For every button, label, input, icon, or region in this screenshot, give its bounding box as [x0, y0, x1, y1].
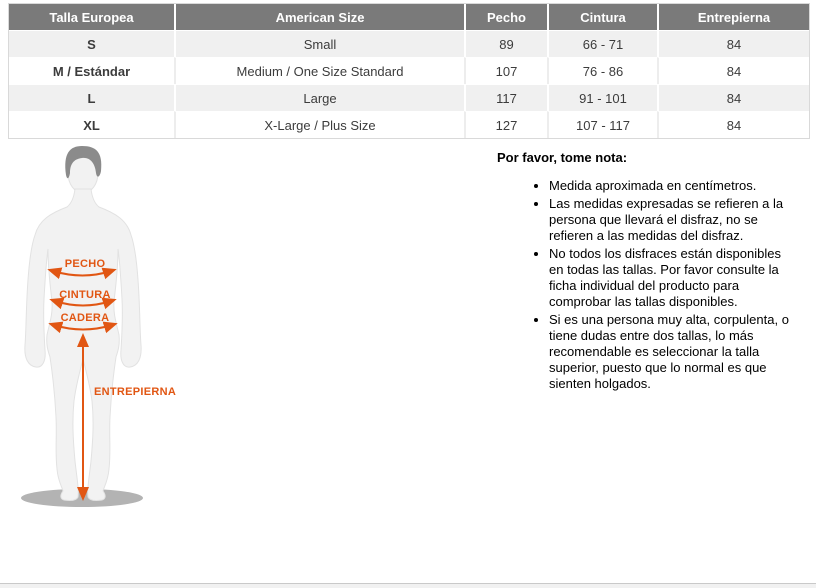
size-cell: Medium / One Size Standard [174, 57, 464, 84]
header-cell-inseam: Entrepierna [657, 4, 809, 30]
inseam-measure-label: ENTREPIERNA [94, 386, 177, 398]
size-cell: 127 [464, 111, 547, 138]
size-guide-page [0, 3, 816, 588]
size-cell: Large [174, 84, 464, 111]
note-item: • Las medidas expresadas se refieren a la persona que llevará el disfraz, no se refieren a las medidas del disfraz. [549, 196, 798, 244]
content-row [0, 139, 816, 579]
table-row-xl [9, 111, 809, 138]
note-item: • Medida aproximada en centímetros. [549, 178, 798, 194]
size-cell: 84 [657, 57, 809, 84]
notes-title: Por favor, tome nota: [497, 150, 628, 165]
note-item: • Si es una persona muy alta, corpulenta, o tiene dudas entre dos tallas, lo más recomendable es seleccionar la talla superior, puesto que lo normal es que sienten holgados. [549, 312, 798, 392]
notes-section [497, 139, 806, 394]
horizontal-scrollbar[interactable] [0, 583, 816, 588]
size-cell: 84 [657, 30, 809, 57]
size-cell: XL [9, 111, 174, 138]
waist-measure-label: CINTURA [59, 289, 111, 301]
table-row-m [9, 57, 809, 84]
size-cell: 84 [657, 111, 809, 138]
size-cell: S [9, 30, 174, 57]
size-cell: L [9, 84, 174, 111]
size-chart-table [8, 3, 810, 139]
size-cell: 76 - 86 [547, 57, 657, 84]
hip-measure-label: CADERA [60, 312, 110, 324]
size-cell: 107 [464, 57, 547, 84]
size-cell: 66 - 71 [547, 30, 657, 57]
body-measurement-diagram [0, 139, 497, 579]
table-row-l [9, 84, 809, 111]
size-cell: 89 [464, 30, 547, 57]
header-row [9, 4, 809, 30]
table-row-s [9, 30, 809, 57]
note-item: • No todos los disfraces están disponibles en todas las tallas. Por favor consulte la ficha individual del producto para comprobar las tallas disponibles. [549, 246, 798, 310]
header-cell-chest: Pecho [464, 4, 547, 30]
notes-list [497, 178, 798, 392]
size-cell: M / Estándar [9, 57, 174, 84]
header-cell-american-size: American Size [174, 4, 464, 30]
header-cell-waist: Cintura [547, 4, 657, 30]
size-cell: 84 [657, 84, 809, 111]
header-cell-european-size: Talla Europea [9, 4, 174, 30]
size-cell: Small [174, 30, 464, 57]
size-cell: 107 - 117 [547, 111, 657, 138]
chest-measure-label: PECHO [64, 258, 106, 270]
size-cell: 117 [464, 84, 547, 111]
size-cell: 91 - 101 [547, 84, 657, 111]
size-cell: X-Large / Plus Size [174, 111, 464, 138]
